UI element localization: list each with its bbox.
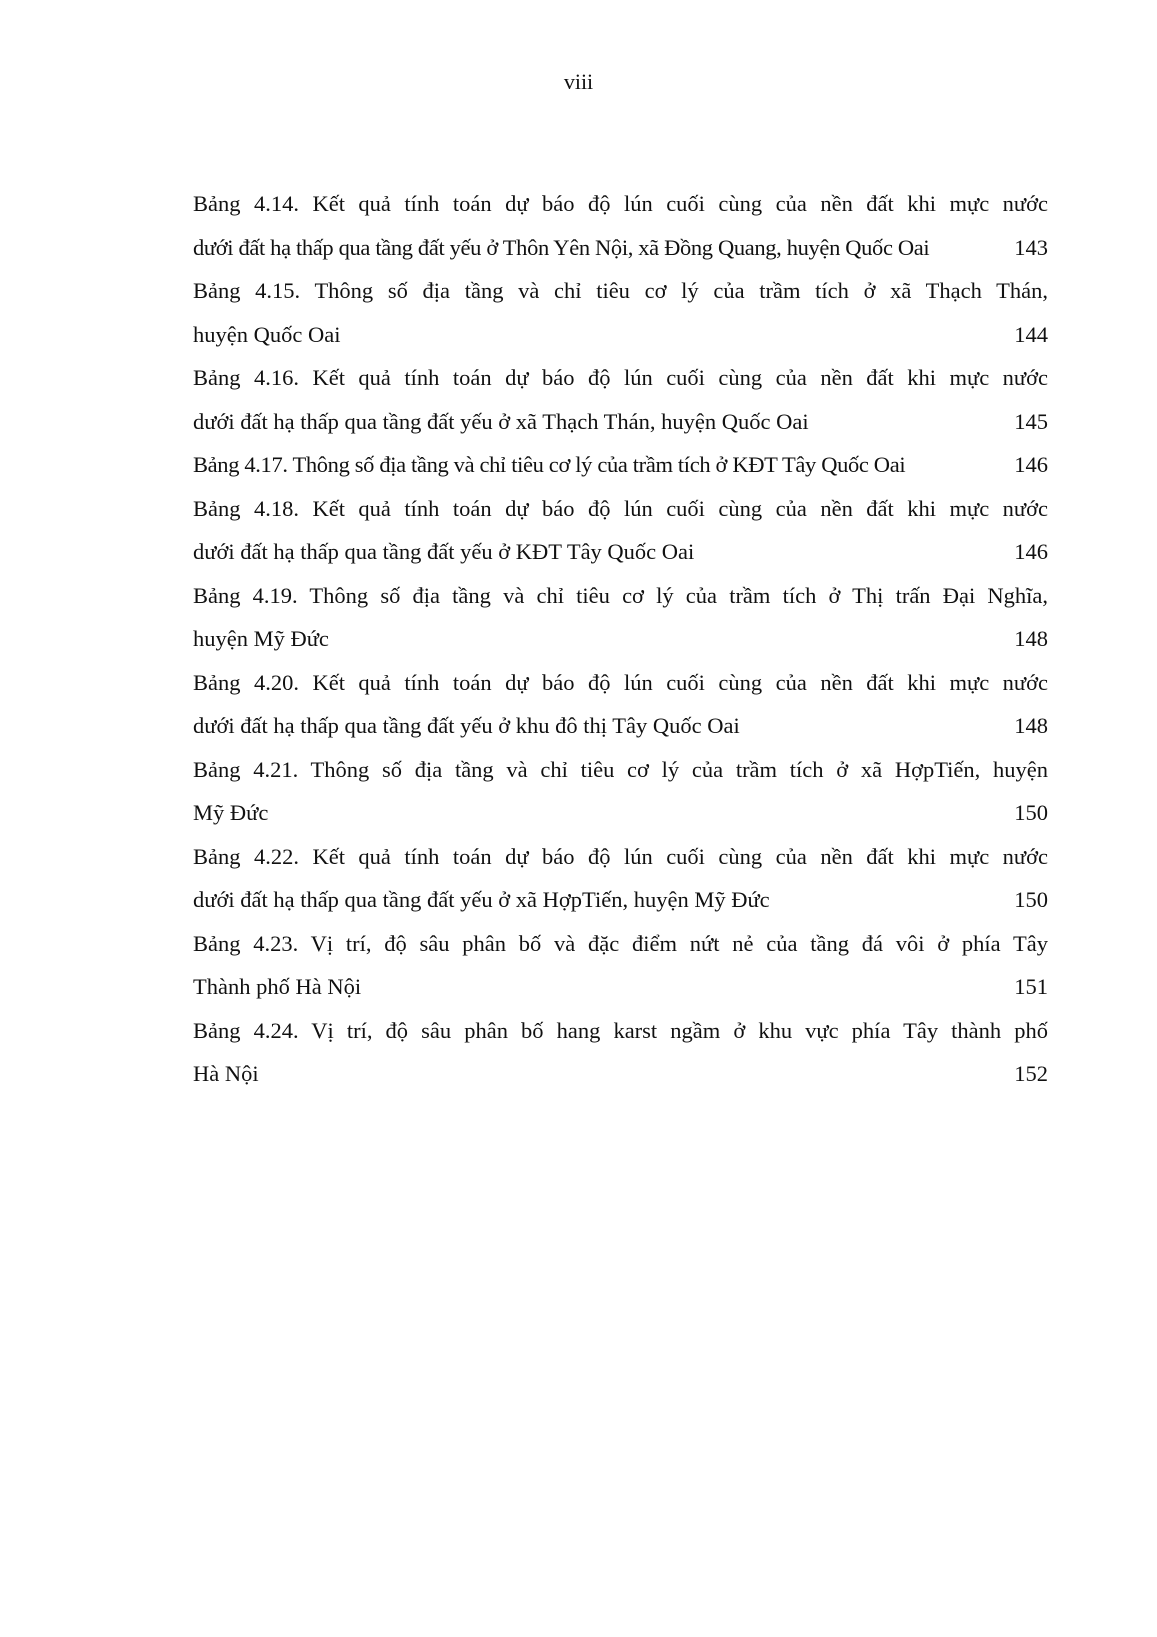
toc-page-number: 152	[1014, 1061, 1048, 1086]
toc-entry-4-24	[193, 1009, 1048, 1053]
toc-entry-4-20-cont	[193, 704, 1048, 748]
toc-page-number: 143	[1014, 234, 1048, 260]
toc-entry-title: Bảng 4.24. Vị trí, độ sâu phân bố hang karst ngầm ở khu vực phía Tây thành phố	[193, 1017, 1048, 1043]
toc-entry-title: Bảng 4.19. Thông số địa tầng và chỉ tiêu cơ lý của trầm tích ở Thị trấn Đại Nghĩa,	[193, 582, 1048, 608]
toc-entry-4-14	[193, 182, 1048, 226]
toc-entry-title: Bảng 4.16. Kết quả tính toán dự báo độ lún cuối cùng của nền đất khi mực nước	[193, 365, 1048, 390]
toc-entry-title: dưới đất hạ thấp qua tầng đất yếu ở Thôn Yên Nội, xã Đồng Quang, huyện Quốc Oai	[193, 234, 930, 260]
toc-entry-title: Thành phố Hà Nội	[193, 974, 362, 999]
toc-entry-title: huyện Quốc Oai	[193, 321, 341, 347]
toc-entry-4-22-cont	[193, 878, 1048, 922]
page-number: viii	[563, 69, 594, 94]
toc-entry-title: Bảng 4.22. Kết quả tính toán dự báo độ lún cuối cùng của nền đất khi mực nước	[193, 843, 1048, 869]
toc-page-number: 146	[1014, 452, 1048, 477]
toc-entry-4-16	[193, 356, 1048, 400]
toc-entry-4-15-cont	[193, 313, 1048, 357]
toc-entry-4-18	[193, 487, 1048, 531]
toc-entry-title: Bảng 4.20. Kết quả tính toán dự báo độ lún cuối cùng của nền đất khi mực nước	[193, 669, 1048, 695]
toc-entry-title: Mỹ Đức	[193, 800, 269, 825]
toc-entry-4-16-cont	[193, 400, 1048, 444]
toc-page-number: 144	[1014, 321, 1048, 347]
toc-entry-4-14-cont	[193, 226, 1048, 270]
toc-entry-4-22	[193, 835, 1048, 879]
toc-entry-4-20	[193, 661, 1048, 705]
toc-entry-title: dưới đất hạ thấp qua tầng đất yếu ở xã HợpTiến, huyện Mỹ Đức	[193, 887, 770, 912]
toc-entry-title: Bảng 4.23. Vị trí, độ sâu phân bố và đặc điểm nứt nẻ của tầng đá vôi ở phía Tây	[193, 930, 1048, 956]
table-of-tables	[193, 182, 1048, 1096]
toc-page-number: 148	[1014, 626, 1048, 651]
toc-entry-title: Bảng 4.21. Thông số địa tầng và chỉ tiêu cơ lý của trầm tích ở xã HợpTiến, huyện	[193, 756, 1048, 782]
toc-entry-title: huyện Mỹ Đức	[193, 626, 329, 651]
toc-entry-title: Bảng 4.18. Kết quả tính toán dự báo độ lún cuối cùng của nền đất khi mực nước	[193, 495, 1048, 521]
toc-entry-title: Bảng 4.17. Thông số địa tầng và chỉ tiêu cơ lý của trầm tích ở KĐT Tây Quốc Oai	[193, 452, 906, 477]
toc-entry-4-17	[193, 443, 1048, 487]
toc-entry-4-15	[193, 269, 1048, 313]
toc-entry-4-21	[193, 748, 1048, 792]
toc-entry-title: Hà Nội	[193, 1061, 259, 1086]
toc-entry-4-23	[193, 922, 1048, 966]
toc-page-number: 148	[1014, 713, 1048, 738]
toc-page-number: 146	[1014, 539, 1048, 564]
toc-page-number: 150	[1014, 800, 1048, 825]
toc-entry-4-23-cont	[193, 965, 1048, 1009]
toc-entry-title: dưới đất hạ thấp qua tầng đất yếu ở KĐT Tây Quốc Oai	[193, 539, 695, 564]
toc-entry-title: dưới đất hạ thấp qua tầng đất yếu ở khu đô thị Tây Quốc Oai	[193, 713, 740, 738]
toc-entry-title: dưới đất hạ thấp qua tầng đất yếu ở xã Thạch Thán, huyện Quốc Oai	[193, 408, 809, 434]
toc-entry-title: Bảng 4.15. Thông số địa tầng và chỉ tiêu cơ lý của trầm tích ở xã Thạch Thán,	[193, 278, 1048, 303]
toc-entry-4-19-cont	[193, 617, 1048, 661]
toc-page-number: 145	[1014, 408, 1048, 434]
toc-entry-4-24-cont	[193, 1052, 1048, 1096]
toc-page-number: 151	[1014, 974, 1048, 999]
toc-entry-4-21-cont	[193, 791, 1048, 835]
toc-entry-title: Bảng 4.14. Kết quả tính toán dự báo độ lún cuối cùng của nền đất khi mực nước	[193, 191, 1048, 216]
toc-page-number: 150	[1014, 887, 1048, 912]
toc-entry-4-19	[193, 574, 1048, 618]
toc-entry-4-18-cont	[193, 530, 1048, 574]
